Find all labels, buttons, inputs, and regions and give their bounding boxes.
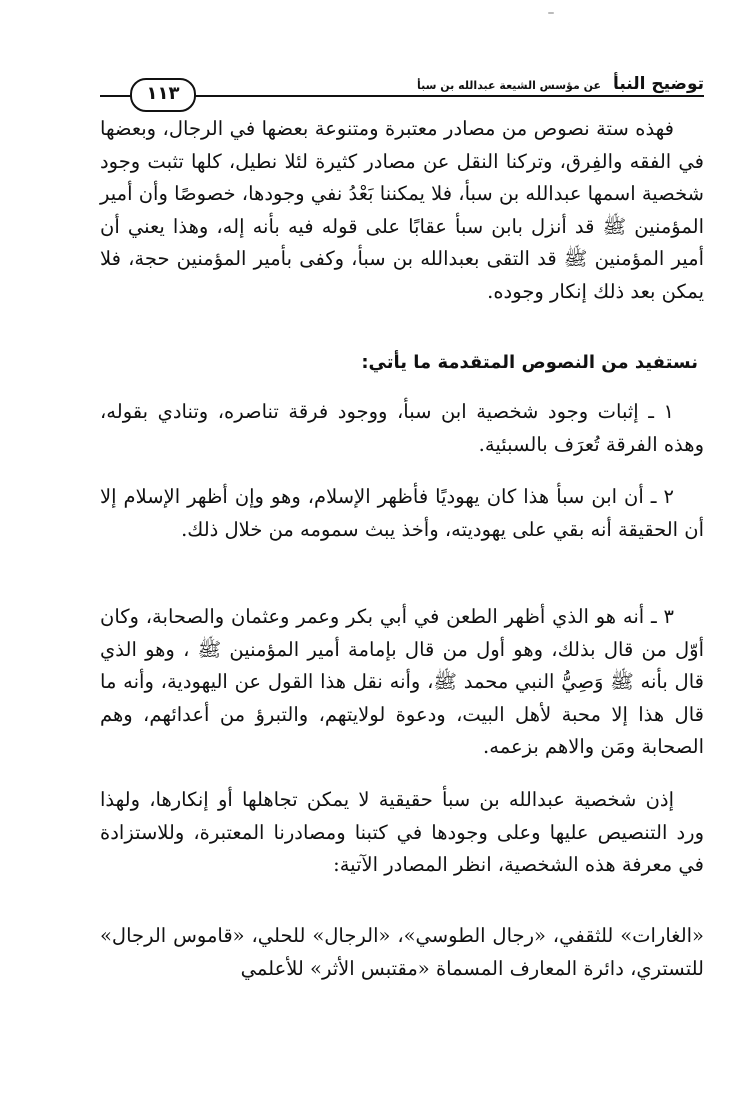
point-1-text: ١ ـ إثبات وجود شخصية ابن سبأ، ووجود فرقة تناصره، وتنادي بقوله، وهذه الفرقة تُعرَف بالسبئية. <box>100 400 704 456</box>
paragraph-sources <box>100 920 704 985</box>
paragraph-point-2 <box>100 481 704 546</box>
section-heading: نستفيد من النصوص المتقدمة ما يأتي: <box>361 352 698 373</box>
running-header <box>100 72 704 106</box>
point-2-text: ٢ ـ أن ابن سبأ هذا كان يهوديًا فأظهر الإسلام، وهو وإن أظهر الإسلام إلا أن الحقيقة أنه بقي على يهوديته، وأخذ يبث سمومه من خلال ذلك. <box>100 485 704 541</box>
header-title <box>411 74 704 94</box>
sources-text: «الغارات» للثقفي، «رجال الطوسي»، «الرجال» للحلي، «قاموس الرجال» للتستري، دائرة المعارف المسماة «مقتبس الأثر» للأعلمي <box>100 924 704 980</box>
paragraph-point-3 <box>100 601 704 764</box>
page-number: ١١٣ <box>130 78 196 112</box>
point-3-text: ٣ ـ أنه هو الذي أظهر الطعن في أبي بكر وعمر وعثمان والصحابة، وكان أوّل من قال بذلك، وهو أول من قال بإمامة أمير المؤمنين ﷺ ، وهو الذي قال بأنه ﷺ وَصِيُّ النبي محمد ﷺ، وأنه نقل هذا القول عن اليهودية، وأنه ما قال هذا إلا محبة لأهل البيت، ودعوة لولايتهم، والتبرؤ من أعدائهم، وهم الصحابة ومَن والاهم بزعمه. <box>100 605 704 758</box>
book-subtitle: عن مؤسس الشيعة عبدالله بن سبأ <box>417 79 602 92</box>
paragraph-point-1 <box>100 396 704 461</box>
paragraph-1 <box>100 113 704 308</box>
scan-speck <box>548 12 554 14</box>
paragraph-conclusion <box>100 784 704 882</box>
book-title: توضيح النبأ <box>612 74 704 94</box>
paragraph-1-text: فهذه ستة نصوص من مصادر معتبرة ومتنوعة بعضها في الرجال، وبعضها في الفقه والفِرق، وتركنا النقل عن مصادر كثيرة لئلا نطيل، كلها تثبت وجود شخصية اسمها عبدالله بن سبأ، فلا يمكننا بَعْدُ نفي وجودها، خصوصًا وأن أمير المؤمنين ﷺ قد أنزل بابن سبأ عقابًا على قوله فيه بأنه إله، وهذا يعني أن أمير المؤمنين ﷺ قد التقى بعبدالله بن سبأ، وكفى بأمير المؤمنين حجة، فلا يمكن بعد ذلك إنكار وجوده. <box>100 117 704 303</box>
conclusion-text: إذن شخصية عبدالله بن سبأ حقيقية لا يمكن تجاهلها أو إنكارها، ولهذا ورد التنصيص عليها وعلى وجودها في كتبنا ومصادرنا المعتبرة، وللاستزادة في معرفة هذه الشخصية، انظر المصادر الآتية: <box>100 788 704 876</box>
